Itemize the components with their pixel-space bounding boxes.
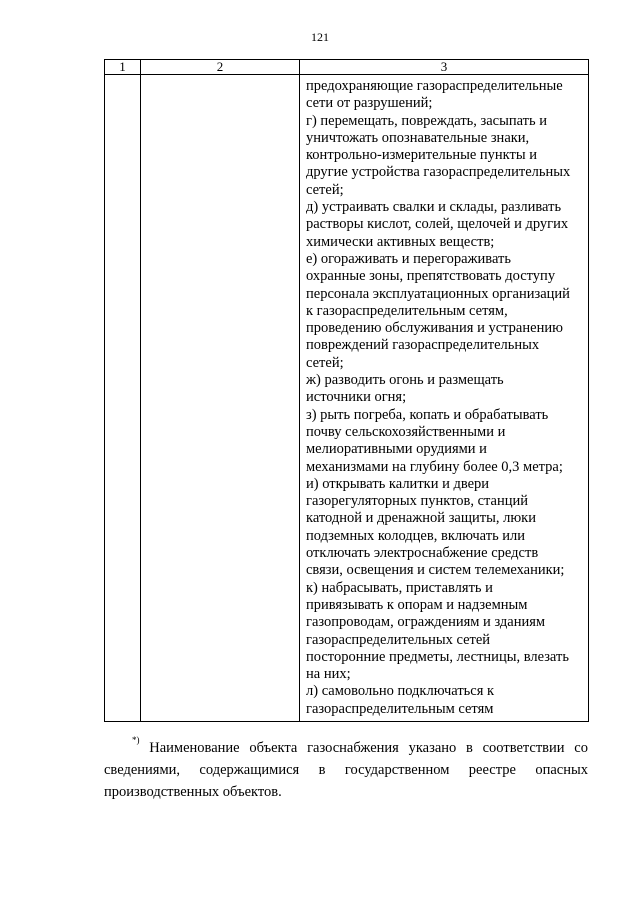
footnote-marker: *) [132, 735, 140, 745]
document-table [104, 59, 589, 722]
column-header-2: 2 [141, 60, 300, 75]
table-cell-column-3: предохраняющие газораспределительные сети от разрушений; г) перемещать, повреждать, засыпать и уничтожать опознавательные знаки, контрольно-измерительные пункты и другие устройства газораспределительных сетей; д) устраивать свалки и склады, разливать растворы кислот, солей, щелочей и других химически активных веществ; е) огораживать и перегораживать охранные зоны, препятствовать доступу персонала эксплуатационных организаций к газораспределительным сетям, проведению обслуживания и устранению повреждений газораспределительных сетей; ж) разводить огонь и размещать источники огня; з) рыть погреба, копать и обрабатывать почву сельскохозяйственными и мелиоративными орудиями и механизмами на глубину более 0,3 метра; и) открывать калитки и двери газорегуляторных пунктов, станций катодной и дренажной защиты, люки подземных колодцев, включать или отключать электроснабжение средств связи, освещения и систем телемеханики; к) набрасывать, приставлять и привязывать к опорам и надземным газопроводам, ограждениям и зданиям газораспределительных сетей посторонние предметы, лестницы, влезать на них; л) самовольно подключаться к газораспределительным сетям [300, 75, 589, 722]
column-header-3: 3 [300, 60, 589, 75]
table-header-row [105, 60, 589, 75]
page-number: 121 [311, 30, 329, 44]
column-header-1: 1 [105, 60, 141, 75]
table-cell-column-1 [105, 75, 141, 722]
footnote-text: Наименование объекта газоснабжения указано в соответствии со сведениями, содержащимися в государственном реестре опасных производственных объектов. [104, 740, 588, 800]
table-cell-column-2 [141, 75, 300, 722]
footnote [104, 737, 588, 803]
table-row [105, 75, 589, 722]
